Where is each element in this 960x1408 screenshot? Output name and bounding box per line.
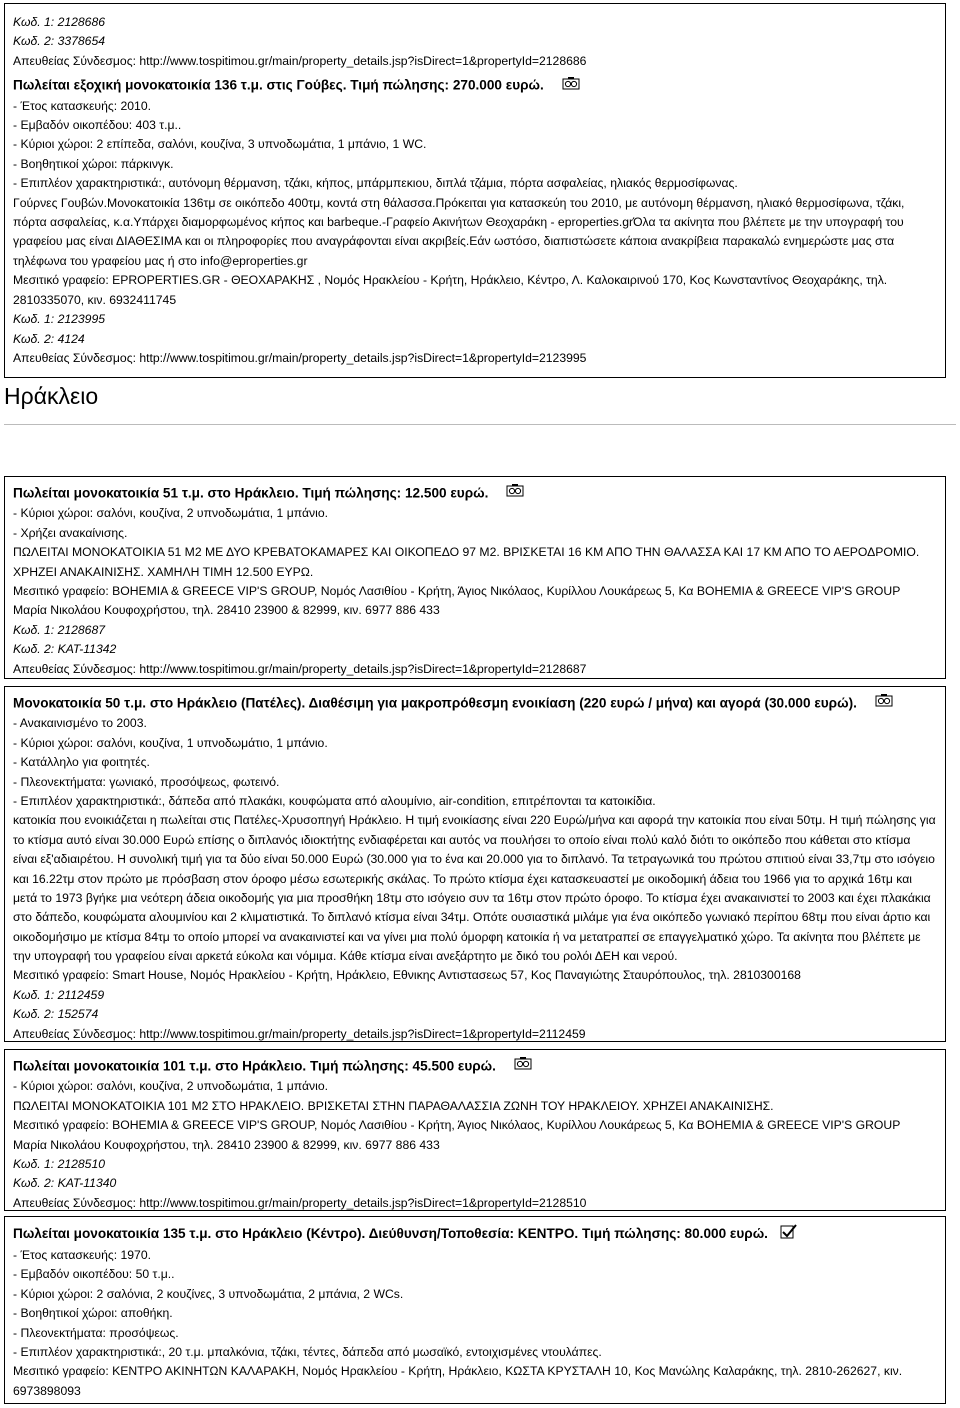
- agent-info: Μεσιτικό γραφείο: BOHEMIA & GREECE VIP'S GROUP, Νομός Λασιθίου - Κρήτη, Άγιος Νικόλαος, Κυρίλλου Λουκάρεως 5, Κα BOHEMIA & GREECE VIP'S GROUP Μαρία Νικολάου Κουφοχρήστου, τηλ. 28410 23900 & 82999, κιν. 6977 886 433: [13, 1118, 901, 1152]
- agent-info: Μεσιτικό γραφείο: EPROPERTIES.GR - ΘΕΟΧΑΡΑΚΗΣ , Νομός Ηρακλείου - Κρήτη, Ηράκλειο, Κέντρο, Λ. Καλοκαιρινού 170, Κος Κωνσταντίνος Θεοχαράκης, τηλ. 2810335070, κιν. 6932411745: [13, 273, 888, 307]
- direct-link[interactable]: Απευθείας Σύνδεσμος: http://www.tospitimou.gr/main/property_details.jsp?isDirect=1&propertyId=2128687: [13, 661, 587, 676]
- listing-box-4: [4, 1049, 946, 1211]
- detail-renovated: - Ανακαινισμένο το 2003.: [13, 716, 147, 731]
- detail-year: - Έτος κατασκευής: 1970.: [13, 1248, 151, 1262]
- detail-rooms: - Κύριοι χώροι: 2 επίπεδα, σαλόνι, κουζίνα, 3 υπνοδωμάτια, 1 μπάνιο, 1 WC.: [13, 137, 427, 152]
- detail-extra: - Επιπλέον χαρακτηριστικά:, 20 τ.μ. μπαλκόνια, τζάκι, τέντες, δάπεδα από μωσαϊκό, εντοιχισμένες ντουλάπες.: [13, 1345, 602, 1360]
- detail-plot: - Εμβαδόν οικοπέδου: 403 τ.μ..: [13, 118, 182, 133]
- detail-rooms: - Κύριοι χώροι: σαλόνι, κουζίνα, 1 υπνοδωμάτιο, 1 μπάνιο.: [13, 735, 328, 750]
- code-1: Κωδ. 1: 2128510: [13, 1157, 106, 1172]
- code-1: Κωδ. 1: 2112459: [13, 987, 105, 1002]
- agent-info: Μεσιτικό γραφείο: Smart House, Νομός Ηρακλείου - Κρήτη, Ηράκλειο, Εθνικης Αντιστασεως 57, Κος Παναγιώτης Σταυρόπουλος, τηλ. 2810300168: [13, 968, 801, 983]
- listing-description: ΠΩΛΕΙΤΑΙ ΜΟΝΟΚΑΤΟΙΚΙΑ 101 Μ2 ΣΤΟ ΗΡΑΚΛΕΙΟ. ΒΡΙΣΚΕΤΑΙ ΣΤΗΝ ΠΑΡΑΘΑΛΑΣΣΙΑ ΖΩΝΗ ΤΟΥ ΗΡΑΚΛΕΙΟΥ. ΧΡΗΖΕΙ ΑΝΑΚΑΙΝΙΣΗΣ.: [13, 1098, 774, 1113]
- code-2: Κωδ. 2: KAT-11340: [13, 1176, 117, 1191]
- agent-info: Μεσιτικό γραφείο: BOHEMIA & GREECE VIP'S GROUP, Νομός Λασιθίου - Κρήτη, Άγιος Νικόλαος, Κυρίλλου Λουκάρεως 5, Κα BOHEMIA & GREECE VIP'S GROUP Μαρία Νικολάου Κουφοχρήστου, τηλ. 28410 23900 & 82999, κιν. 6977 886 433: [13, 584, 901, 618]
- detail-year: - Έτος κατασκευής: 2010.: [13, 98, 151, 113]
- listing-box-1: [4, 3, 946, 378]
- code-2: Κωδ. 2: 4124: [13, 331, 85, 346]
- listing-box-5: [4, 1216, 946, 1404]
- detail-extra: - Επιπλέον χαρακτηριστικά:, δάπεδα από πλακάκι, κουφώματα από αλουμίνιο, air-condition, επιτρέπονται τα κατοικίδια.: [13, 794, 656, 809]
- listing-description: ΠΩΛΕΙΤΑΙ ΜΟΝΟΚΑΤΟΙΚΙΑ 51 Μ2 ΜΕ ΔΥΟ ΚΡΕΒΑΤΟΚΑΜΑΡΕΣ ΚΑΙ ΟΙΚΟΠΕΔΟ 97 Μ2. ΒΡΙΣΚΕΤΑΙ 16 ΚΜ ΑΠΟ ΤΗΝ ΘΑΛΑΣΣΑ ΚΑΙ 17 ΚΜ ΑΠΟ ΤΟ ΑΕΡΟΔΡΟΜΙΟ. ΧΡΗΖΕΙ ΑΝΑΚΑΙΝΙΣΗΣ. ΧΑΜΗΛΗ ΤΙΜΗ 12.500 ΕΥΡΩ.: [13, 545, 920, 579]
- code-2: Κωδ. 2: 152574: [13, 1007, 99, 1022]
- listing-description: Γούρνες Γουβών.Μονοκατοικία 136τμ σε οικόπεδο 400τμ, κοντά στη θάλασσα.Πρόκειται για κατασκεύη του 2010, με αυτόνομη θέρμανση, ηλιακό θερμοσίφωνα, τζάκι, πόρτα ασφαλείας, κ.α.Υπάρχει διαμορφωμένος κήπος και barbeque.-Γραφείο Ακινήτων Θεοχαράκη - eproperties.grΌλα τα ακίνητα που βλέπετε με την υπογραφή του γραφείου μας είναι ΔΙΑΘΕΣΙΜΑ και οι πληροφορίες που αναγράφονται είναι ακριβείς.Εάν ωστόσο, διαπιστώσετε κάποια ανακρίβεια παρακαλώ ενημερώστε μας στα τηλέφωνα του γραφείου μας ή στο info@eproperties.gr: [13, 195, 905, 268]
- listing-title: Πωλείται μονοκατοικία 51 τ.μ. στο Ηράκλειο. Τιμή πώλησης: 12.500 ευρώ.: [13, 483, 937, 503]
- detail-advantages: - Πλεονεκτήματα: γωνιακό, προσόψεως, φωτεινό.: [13, 774, 280, 789]
- photo-camera-icon[interactable]: [514, 1056, 532, 1076]
- detail-aux: - Βοηθητικοί χώροι: αποθήκη.: [13, 1306, 173, 1321]
- section-heading: Ηράκλειο: [4, 383, 99, 409]
- listing-title: Μονοκατοικία 50 τ.μ. στο Ηράκλειο (Πατέλες). Διαθέσιμη για μακροπρόθεσμη ενοικίαση (220 ευρώ / μήνα) και αγορά (30.000 ευρώ).: [13, 693, 937, 713]
- photo-camera-icon[interactable]: [562, 76, 580, 96]
- listing-title: Πωλείται εξοχική μονοκατοικία 136 τ.μ. στις Γούβες. Τιμή πώλησης: 270.000 ευρώ.: [13, 75, 937, 95]
- detail-extra: - Επιπλέον χαρακτηριστικά:, αυτόνομη θέρμανση, τζάκι, κήπος, μπάρμπεκιου, διπλά τζάμια, πόρτα ασφαλείας, ηλιακός θερμοσίφωνας.: [13, 176, 738, 191]
- listing-box-3: [4, 686, 946, 1042]
- detail-advantages: - Πλεονεκτήματα: προσόψεως.: [13, 1325, 179, 1340]
- detail-rooms: - Κύριοι χώροι: σαλόνι, κουζίνα, 2 υπνοδωμάτια, 1 μπάνιο.: [13, 1079, 328, 1094]
- detail-plot: - Εμβαδόν οικοπέδου: 50 τ.μ..: [13, 1267, 175, 1282]
- divider: [4, 424, 956, 425]
- direct-link[interactable]: Απευθείας Σύνδεσμος: http://www.tospitimou.gr/main/property_details.jsp?isDirect=1&propertyId=2112459: [13, 1026, 586, 1041]
- code-2: Κωδ. 2: 3378654: [13, 34, 106, 49]
- listing-description: κατοικία που ενοικιάζεται η πωλείται στις Πατέλες-Χρυσοπηγή Ηράκλειο. Η τιμή ενοικίασης είναι 220 Ευρώ/μήνα και αφορά την κατοικία που είναι 50τμ. Η τιμή πώλησης για το κτίσμα αυτό είναι 30.000 Ευρώ επίσης ο διπλανός ιδιοκτήτης ενδιαφέρεται και αυτός να πουλήσει το οποίο είναι πολύ καλό διότι το οικόπεδο που κάθεται στο κτίσμα είναι εξ'αδιαιρέτου. Η συνολική τιμή για τα δύο είναι 50.000 Ευρώ (30.000 για το ένα και 20.000 για το διπλανό. Τα τετραγωνικά του πρώτου σπιτιού είναι 33,7τμ στο ισόγειο και 16.22τμ στον πρώτο με πρόσβαση στον όροφο μέσω εσωτερικής σκάλας. Το πρώτο κτίσμα έχει κατασκευαστεί με οικοδομική άδεια του 1966 για το αρχικά 16τμ και μετά το 1973 βγήκε μια νεότερη άδεια οικοδομής για μια προσθήκη 18τμ στο ισόγειο συν τα 16τμ στον πρώτο όροφο. Το κτίσμα έχει ανακαινιστεί το 2003 και έχει πλακάκια στο δάπεδο, κουφώματα αλουμινίου και 2 κλιματιστικά. Το διπλανό κτίσμα είναι 34τμ. Οπότε ουσιαστικά μιλάμε για ένα οικόπεδο γωνιακό περίπου 68τμ που είναι άρτιο και οικοδομήσιμο με κτίσμα 84τμ το οποίο μπορεί να ανακαινιστεί και να γίνει μια πολύ όμορφη κατοικία ή να μετατραπεί σε επαγγελματικό χώρο. Τα ακίνητα που βλέπετε με την υπογραφή του γραφείου είναι αρκετά εύκολα και νόμιμα. Κάθε κτίσμα είναι ανεξάρτητο με δικό του ρολόι ΔΕΗ και νερού.: [13, 813, 936, 964]
- detail-students: - Κατάλληλο για φοιτητές.: [13, 755, 150, 770]
- listing-box-2: [4, 476, 946, 679]
- code-1: Κωδ. 1: 2128686: [13, 15, 106, 29]
- code-2: Κωδ. 2: KAT-11342: [13, 642, 117, 657]
- direct-link[interactable]: Απευθείας Σύνδεσμος: http://www.tospitimou.gr/main/property_details.jsp?isDirect=1&propertyId=2128686: [13, 53, 587, 68]
- code-1: Κωδ. 1: 2128687: [13, 622, 106, 637]
- listing-title: Πωλείται μονοκατοικία 135 τ.μ. στο Ηράκλειο (Κέντρο). Διεύθυνση/Τοποθεσία: ΚΕΝΤΡΟ. Τιμή πώλησης: 80.000 ευρώ.: [13, 1223, 937, 1245]
- checkbox-checked-icon[interactable]: [780, 1223, 798, 1245]
- agent-info: Μεσιτικό γραφείο: ΚΕΝΤΡΟ ΑΚΙΝΗΤΩΝ ΚΑΛΑΡΑΚΗ, Νομός Ηρακλείου - Κρήτη, Ηράκλειο, ΚΩΣΤΑ ΚΡΥΣΤΑΛΗ 10, Κος Μανώλης Καλαράκης, τηλ. 2810-262627, κιν. 6973898093: [13, 1364, 903, 1398]
- photo-camera-icon[interactable]: [875, 693, 893, 713]
- direct-link[interactable]: Απευθείας Σύνδεσμος: http://www.tospitimou.gr/main/property_details.jsp?isDirect=1&propertyId=2128510: [13, 1195, 587, 1210]
- direct-link[interactable]: Απευθείας Σύνδεσμος: http://www.tospitimou.gr/main/property_details.jsp?isDirect=1&propertyId=2123995: [13, 350, 587, 365]
- detail-condition: - Χρήζει ανακαίνισης.: [13, 525, 128, 540]
- detail-rooms: - Κύριοι χώροι: 2 σαλόνια, 2 κουζίνες, 3 υπνοδωμάτια, 2 μπάνια, 2 WCs.: [13, 1286, 404, 1301]
- photo-camera-icon[interactable]: [506, 483, 524, 503]
- code-1: Κωδ. 1: 2123995: [13, 312, 106, 327]
- listing-title: Πωλείται μονοκατοικία 101 τ.μ. στο Ηράκλειο. Τιμή πώλησης: 45.500 ευρώ.: [13, 1056, 937, 1076]
- detail-rooms: - Κύριοι χώροι: σαλόνι, κουζίνα, 2 υπνοδωμάτια, 1 μπάνιο.: [13, 506, 328, 521]
- detail-aux: - Βοηθητικοί χώροι: πάρκινγκ.: [13, 156, 174, 171]
